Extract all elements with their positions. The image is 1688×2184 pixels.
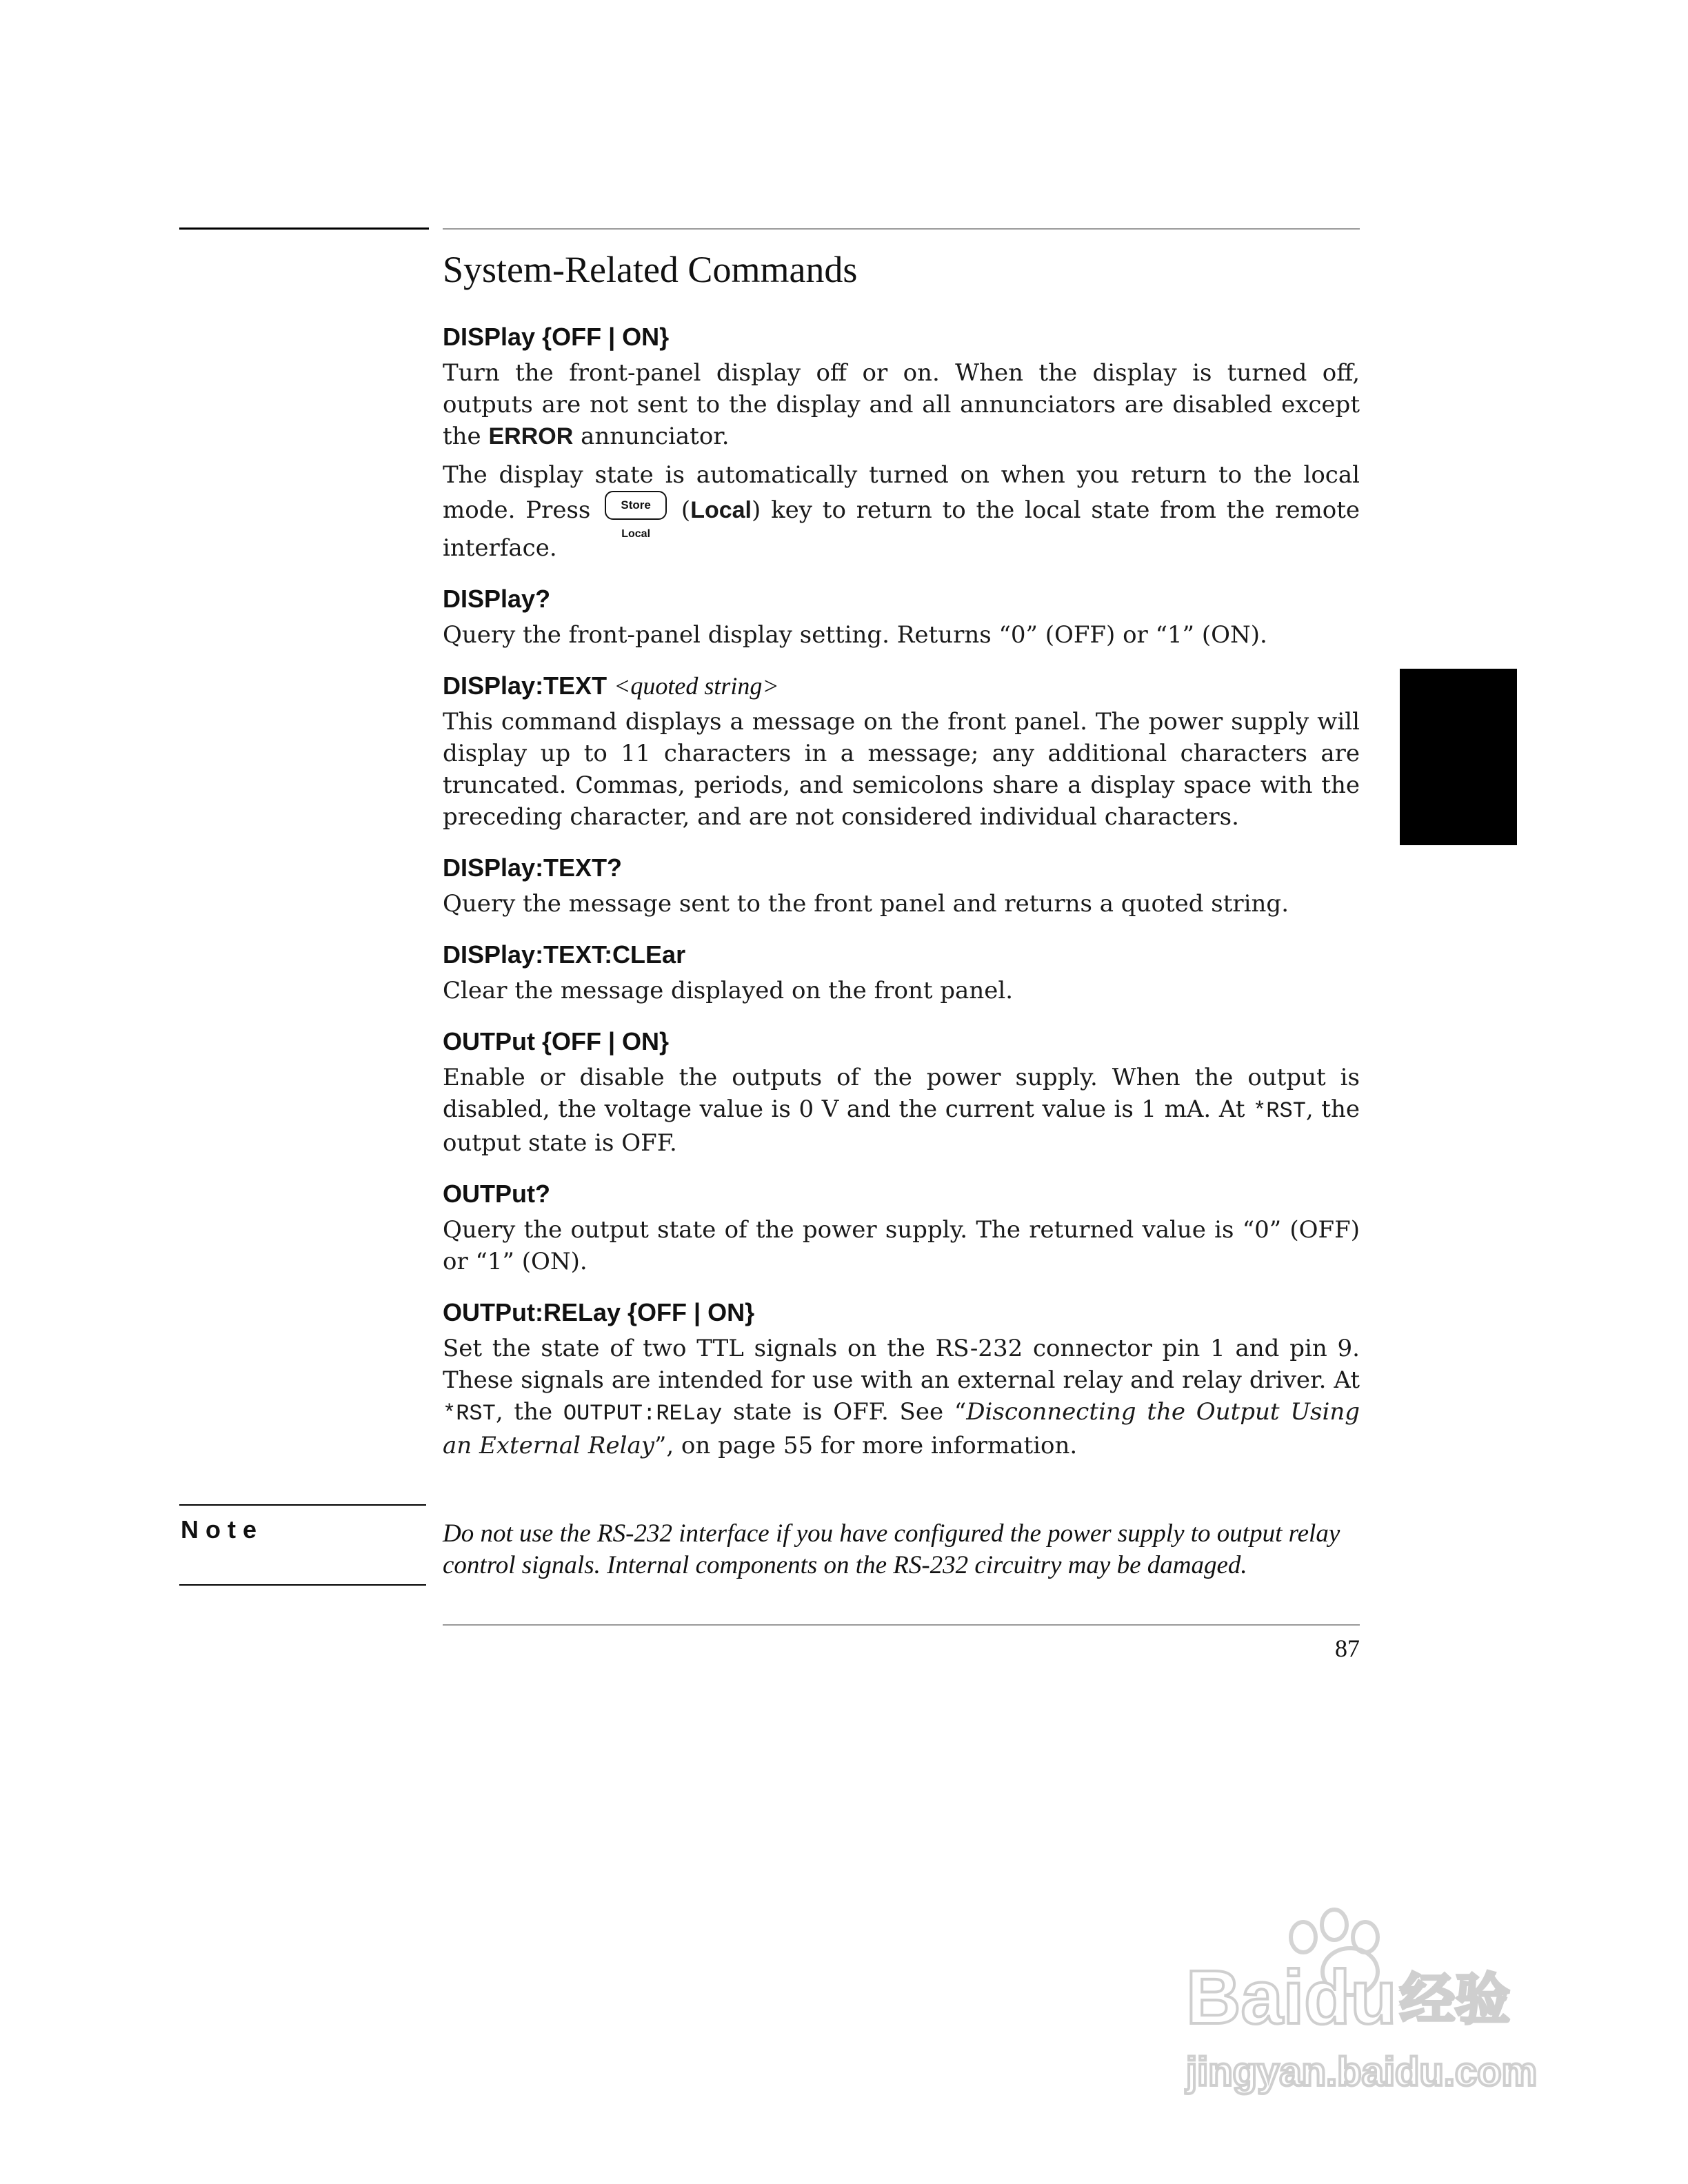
baidu-watermark [1172, 1903, 1586, 2110]
main-content [443, 248, 1360, 1468]
command-description: Turn the front-panel display off or on. When the display is turned off, outputs are not sent to the display and all annunciators are disabled except the ERROR annunciator. [443, 359, 1360, 450]
command-description: Clear the message displayed on the front panel. [443, 977, 1014, 1004]
command-description: Enable or disable the outputs of the power supply. When the output is disabled, the voltage value is 0 V and the current value is 1 mA. At *RST, the output state is OFF. [443, 1064, 1360, 1157]
command-heading: OUTPut:RELay {OFF | ON} [443, 1298, 755, 1326]
command-description: Query the front-panel display setting. Returns “0” (OFF) or “1” (ON). [443, 621, 1267, 649]
chapter-tab-marker [1400, 669, 1517, 845]
command-heading: DISPlay:TEXT:CLEar [443, 940, 686, 969]
command-description: This command displays a message on the front panel. The power supply will display up to 11 characters in a message; any additional characters are truncated. Commas, periods, and semicolons share a display space with the preceding character, and are not considered individual characters. [443, 708, 1360, 831]
note-label: Note [181, 1515, 263, 1544]
command-description: Query the message sent to the front panel and returns a quoted string. [443, 890, 1289, 918]
watermark-cn: 经验 [1400, 1969, 1510, 2030]
watermark-brand: Baidu [1186, 1955, 1397, 2040]
note-rule-bottom [179, 1584, 426, 1586]
command-heading: OUTPut {OFF | ON} [443, 1027, 670, 1055]
command-heading: DISPlay {OFF | ON} [443, 323, 670, 351]
store-local-key-icon: Store Local [605, 491, 667, 532]
error-annunciator-label: ERROR [488, 423, 574, 449]
cross-reference-link: Disconnecting the Output Using an External Relay [443, 1398, 1360, 1459]
note-rule-top [179, 1504, 426, 1506]
page-number: 87 [1335, 1635, 1360, 1662]
command-description: Set the state of two TTL signals on the RS-232 connector pin 1 and pin 9. These signals are intended for use with an external relay and relay driver. At *RST, the OUTPUT:RELay state is OFF. See “Disconnecting the Output Using an External Relay”, on page 55 for more information. [443, 1335, 1360, 1459]
watermark-url: jingyan.baidu.com [1186, 2050, 1538, 2094]
command-heading: DISPlay:TEXT? [443, 853, 623, 882]
header-rule-left [179, 228, 429, 230]
command-heading: OUTPut? [443, 1180, 550, 1208]
header-rule-right [443, 228, 1360, 230]
command-description: The display state is automatically turned on when you return to the local mode. Press Store Local (Local) key to return to the local state from the remote interface. [443, 461, 1360, 562]
page-title: System-Related Commands [443, 249, 858, 290]
command-description: Query the output state of the power supply. The returned value is “0” (OFF) or “1” (ON). [443, 1216, 1360, 1275]
note-text: Do not use the RS-232 interface if you have configured the power supply to output relay control signals. Internal components on the RS-232 circuitry may be damaged. [443, 1519, 1340, 1579]
command-heading: DISPlay? [443, 585, 551, 613]
command-heading: DISPlay:TEXT <quoted string> [443, 671, 779, 700]
footer-rule [443, 1624, 1360, 1626]
command-parameter: <quoted string> [614, 672, 779, 700]
